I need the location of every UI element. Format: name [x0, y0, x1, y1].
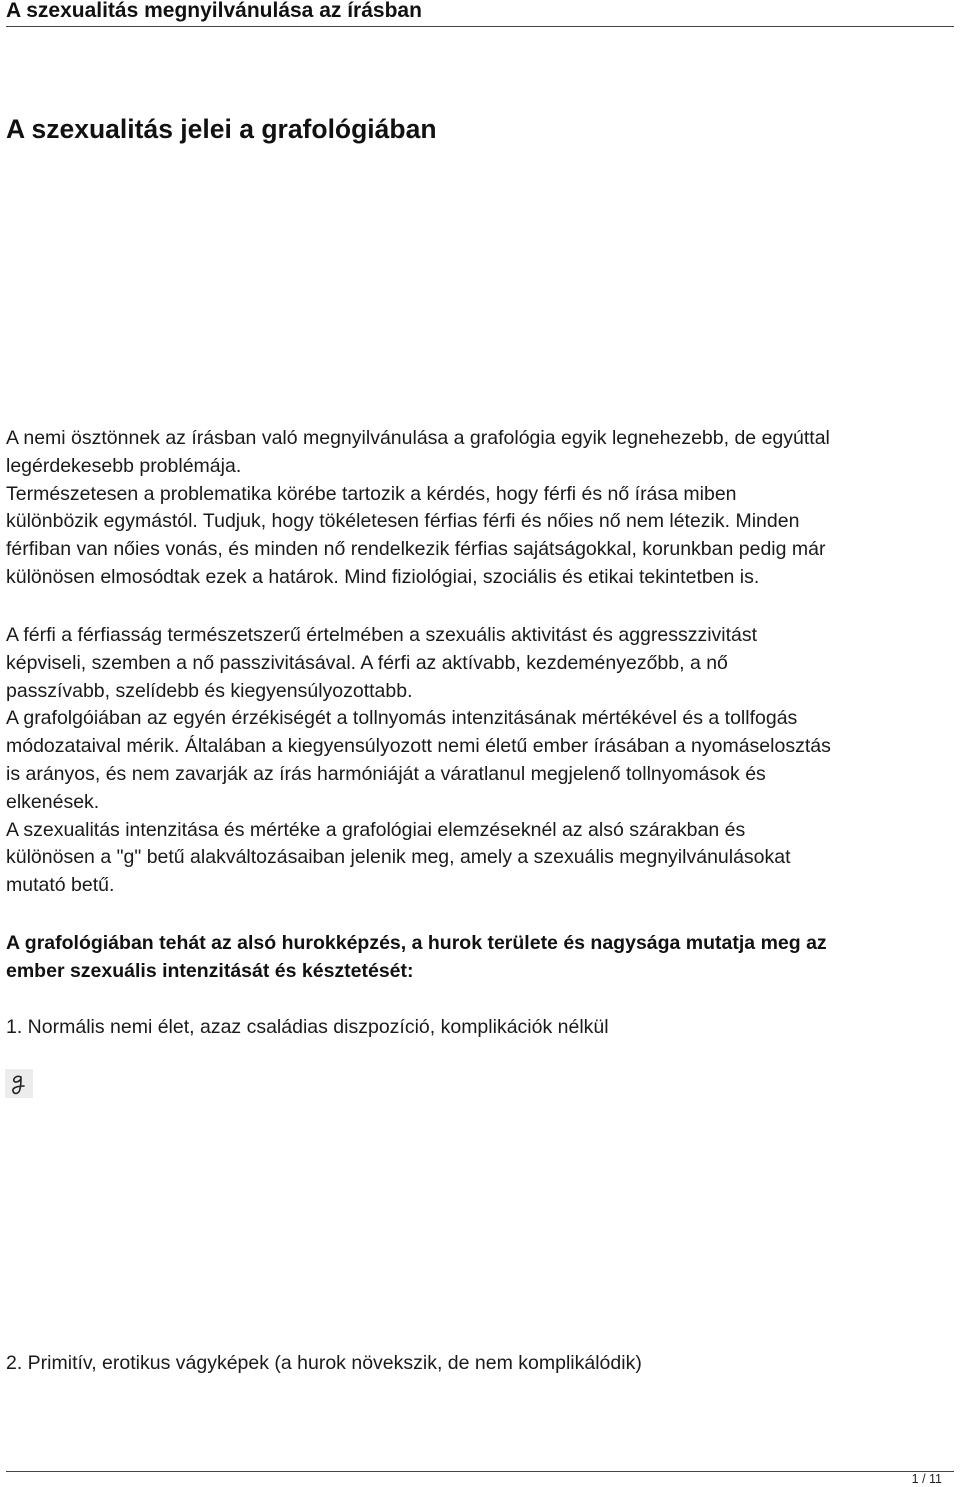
paragraph-line: A nemi ösztönnek az írásban való megnyilvánulása a grafológia egyik legnehezebb, de egyúttal [6, 427, 830, 449]
paragraph-line: A szexualitás intenzitása és mértéke a grafológiai elemzéseknél az alsó szárakban és [6, 818, 746, 841]
paragraph-line: A grafolgóiában az egyén érzékiségét a tollnyomás intenzitásának mértékével és a tollfogás [6, 707, 798, 730]
paragraph-line: elkenések. [6, 790, 100, 813]
document-header-title: A szexualitás megnyilvánulása az írásban [6, 0, 422, 22]
paragraph-line: A férfi a férfiasság természetszerű értelmében a szexuális aktivitást és aggresszzivitást [6, 624, 758, 646]
paragraph-line: férfiban van nőies vonás, és minden nő rendelkezik férfias sajátságokkal, korunkban pedig már [6, 538, 826, 561]
list-item-text: 2. Primitív, erotikus vágyképek (a hurok növekszik, de nem komplikálódik) [6, 1352, 642, 1374]
paragraph-main [6, 622, 954, 900]
paragraph-line: A grafológiában tehát az alsó hurokképzés, a hurok területe és nagysága mutatja meg az [6, 932, 827, 954]
paragraph-bold-summary [6, 930, 954, 986]
handwritten-g-icon [5, 1069, 33, 1098]
paragraph-line: módozataival mérik. Általában a kiegyensúlyozott nemi életű ember írásában a nyomáselosztás [6, 735, 831, 758]
list-item-2 [6, 1350, 954, 1378]
paragraph-line: passzívabb, szelídebb és kiegyensúlyozottabb. [6, 679, 413, 702]
list-item-1 [6, 1014, 954, 1042]
paragraph-line: különbözik egymástól. Tudjuk, hogy tökéletesen férfias férfi és nőies nő nem létezik. Minden [6, 510, 800, 533]
paragraph-line: legérdekesebb problémája. [6, 454, 242, 477]
paragraph-line: különösen elmosódtak ezek a határok. Mind fiziológiai, szociális és etikai tekintetben is. [6, 565, 760, 588]
paragraph-line: is arányos, és nem zavarják az írás harmóniáját a váratlanul megjelenő tollnyomások és [6, 762, 766, 785]
footer-divider [6, 1471, 954, 1472]
paragraph-line: Természetesen a problematika körébe tartozik a kérdés, hogy férfi és nő írása miben [6, 482, 737, 505]
page-number: 1 / 11 [911, 1472, 942, 1486]
list-item-text: 1. Normális nemi élet, azaz családias diszpozíció, komplikációk nélkül [6, 1016, 609, 1038]
paragraph-line: ember szexuális intenzitását és késztetését: [6, 959, 414, 982]
header-divider [6, 26, 954, 27]
paragraph-line: mutató betű. [6, 874, 115, 897]
paragraph-intro [6, 425, 954, 592]
paragraph-line: különösen a "g" betű alakváltozásaiban jelenik meg, amely a szexuális megnyilvánulásokat [6, 846, 791, 869]
handwritten-g-image [5, 1069, 33, 1098]
article-title: A szexualitás jelei a grafológiában [6, 114, 437, 144]
paragraph-line: képviseli, szemben a nő passzivitásával. A férfi az aktívabb, kezdeményezőbb, a nő [6, 651, 728, 674]
